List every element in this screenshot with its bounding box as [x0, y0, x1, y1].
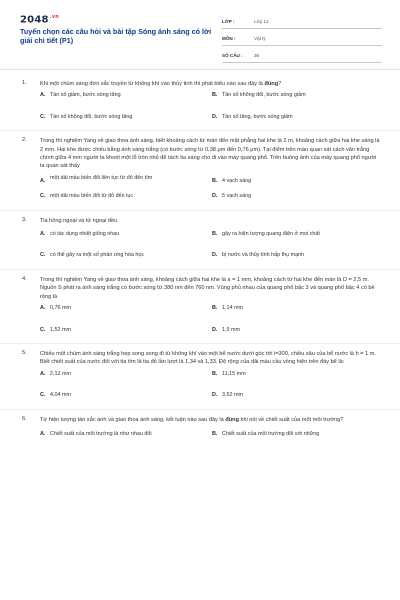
option-label: C. [40, 392, 46, 399]
option-a[interactable] [40, 231, 210, 238]
option-a[interactable] [40, 371, 210, 378]
option-label: A. [40, 370, 46, 377]
question-number: 5. [22, 349, 27, 356]
option-text: một dải màu biến đổi liên tục từ đỏ đến tím [50, 174, 153, 181]
meta-subject-label: MÔN : [222, 35, 236, 41]
option-b[interactable] [212, 305, 382, 312]
question-4 [0, 270, 400, 344]
option-label: A. [40, 231, 46, 238]
question-text-tail: ? [278, 81, 282, 87]
question-text [0, 74, 400, 88]
question-emphasis: đúng [264, 81, 279, 87]
question-emphasis: đúng [225, 416, 239, 423]
options [0, 175, 400, 201]
options [0, 305, 400, 334]
meta-subject-value: Vật lý [254, 35, 266, 41]
question-number: 6. [22, 415, 27, 422]
option-text: Chiết suất của môi trường đối với những [222, 430, 320, 437]
option-c[interactable] [40, 252, 210, 259]
question-1 [0, 74, 400, 131]
option-c[interactable] [40, 327, 210, 334]
option-b[interactable] [212, 231, 382, 238]
option-label: D. [212, 193, 218, 200]
option-d[interactable] [212, 327, 382, 334]
question-text-part: Trong thí nghiệm Yang về giao thoa ánh sáng, khoảng cách giữa hai khe là a = 1 mm, khoảng cách từ hai khe đến màn là D = 2,5 m. Nguồn S phát ra ánh sáng trắng có bước sóng từ 380 nm đến 760 nm. Vùng phủ nhau của quang phổ bậc 3 và quang phổ bậc 4 có bề rộng là [40, 276, 375, 300]
option-a[interactable] [40, 92, 210, 99]
meta-class [222, 14, 382, 29]
meta-count-label: SỐ CÂU : [222, 52, 243, 58]
question-5 [0, 344, 400, 410]
logo-main: 2048 [20, 14, 49, 26]
option-a[interactable] [40, 305, 210, 312]
option-label: B. [212, 92, 218, 99]
option-label: A. [40, 430, 46, 437]
meta-subject [222, 31, 382, 46]
option-label: C. [40, 113, 46, 120]
question-text-part: Tia hồng ngoại và tử ngoại đều [40, 217, 118, 224]
option-text: 11,15 mm [222, 370, 246, 377]
options [0, 431, 400, 438]
option-b[interactable] [212, 371, 382, 378]
header [0, 0, 400, 68]
option-label: B. [212, 305, 218, 312]
option-c[interactable] [40, 114, 210, 121]
option-text: 2,12 mm [50, 370, 71, 377]
option-text: có thể gây ra một số phản ứng hóa học [50, 252, 145, 259]
option-text: 4,04 mm [50, 392, 71, 399]
option-label: D. [212, 252, 218, 259]
question-text-part: Trong thí nghiệm Yang về giao thoa ánh sáng, biết khoảng cách từ màn đến mặt phẳng hai khe là 2 m, khoảng cách giữa hai khe sáng là 2 mm. Hai khe được chiếu bằng ánh sáng trắng (có bước sóng từ 0,38 μm đến 0,76 μm). Tại điểm trên màn quan sát cách vân trắng chính giữa 4 mm người ta khoét một lỗ tròn nhỏ để tách tia sáng cho đi vào máy quang phổ. Trên buồng ảnh của máy quang phổ người ta quan sát thấy [40, 138, 380, 170]
options [0, 92, 400, 121]
option-text: 4 vạch sáng [222, 177, 252, 184]
option-text: 5 vạch sáng [222, 193, 252, 200]
meta-class-label: LỚP : [222, 18, 235, 24]
options [0, 371, 400, 400]
option-text: có tác dụng nhiệt giống nhau [50, 231, 120, 238]
question-text [0, 131, 400, 171]
option-label: D. [212, 113, 218, 120]
option-text: Tần số giảm, bước sóng tăng [50, 92, 121, 99]
option-d[interactable] [212, 193, 382, 200]
option-text: Tần số không đổi, bước sóng tăng [50, 113, 133, 120]
option-d[interactable] [212, 114, 382, 121]
option-text: 0,76 mm [50, 305, 71, 312]
option-label: B. [212, 177, 218, 184]
option-d[interactable] [212, 392, 382, 399]
option-b[interactable] [212, 92, 382, 99]
option-text: 1,14 mm [222, 305, 243, 312]
option-text: một dải màu biến đổi từ đỏ đến lục [50, 193, 134, 200]
question-text-part: Chiếu một chùm ánh sáng trắng hẹp song song đi từ không khí vào một bể nước dưới góc tới i=300, chiều sâu của bể nước là h = 1 m. Biết chiết suất của nước đối với tia tím là tia đỏ lần lượt là 1,34 và 1,33. Độ rộng của dải màu cầu vồng hiện trên đáy bể là: [40, 350, 376, 366]
question-number: 4. [22, 275, 27, 282]
question-text [0, 344, 400, 367]
question-6 [0, 410, 400, 439]
option-b[interactable] [212, 175, 382, 185]
meta-info [222, 14, 382, 65]
option-label: B. [212, 430, 218, 437]
option-b[interactable] [212, 431, 382, 438]
option-label: D. [212, 392, 218, 399]
option-label: C. [40, 326, 46, 333]
option-c[interactable] [40, 193, 210, 200]
option-label: C. [40, 252, 46, 259]
option-text: Tần số không đổi, bước sóng giảm [222, 92, 306, 99]
question-number: 2. [22, 137, 27, 144]
option-label: D. [212, 326, 218, 333]
option-label: C. [40, 193, 46, 200]
question-text [0, 410, 400, 424]
header-divider [0, 69, 400, 70]
question-text [0, 211, 400, 225]
question-text-part: Khi một chùm sáng đơn sắc truyền từ không khí vào thủy tinh thì phát biểu nào sau đây là [40, 81, 265, 87]
option-a[interactable] [40, 175, 210, 185]
question-text-tail: khi nói về chiết suất của một môi trường? [238, 416, 344, 423]
option-text: 1,52 mm [50, 326, 71, 333]
meta-count-value: 36 [254, 52, 260, 58]
option-a[interactable] [40, 431, 210, 438]
option-text: Chiết suất của môi trường là như nhau đối [50, 430, 152, 437]
option-d[interactable] [212, 252, 382, 259]
meta-count [222, 48, 382, 63]
option-text: gây ra hiện tượng quang điện ở mọi chất [222, 231, 320, 238]
option-c[interactable] [40, 392, 210, 399]
option-text: 3,52 mm [222, 392, 243, 399]
question-3 [0, 211, 400, 270]
option-label: B. [212, 370, 218, 377]
option-label: A. [40, 92, 46, 99]
option-label: B. [212, 231, 218, 238]
options [0, 231, 400, 260]
question-2 [0, 131, 400, 210]
option-text: bị nước và thủy tinh hấp thụ mạnh [222, 252, 305, 259]
option-text: Tần số tăng, bước sóng giảm [222, 113, 293, 120]
logo-sub: .vn [49, 14, 59, 20]
question-text [0, 270, 400, 301]
option-text: 1,9 mm [222, 326, 240, 333]
meta-class-value: Lớp 12 [254, 18, 269, 24]
question-text-part: Từ hiện tượng tán sắc ánh và giao thoa ánh sáng, kết luận nào sau đây là [40, 416, 226, 423]
question-number: 3. [22, 216, 27, 223]
option-label: A. [40, 305, 46, 312]
document-title: Tuyển chọn các câu hỏi và bài tập Sóng ánh sáng có lời giải chi tiết (P1) [20, 27, 212, 45]
question-list [0, 74, 400, 438]
option-label: A. [40, 177, 46, 184]
question-number: 1. [22, 80, 27, 86]
site-logo[interactable] [20, 14, 59, 25]
